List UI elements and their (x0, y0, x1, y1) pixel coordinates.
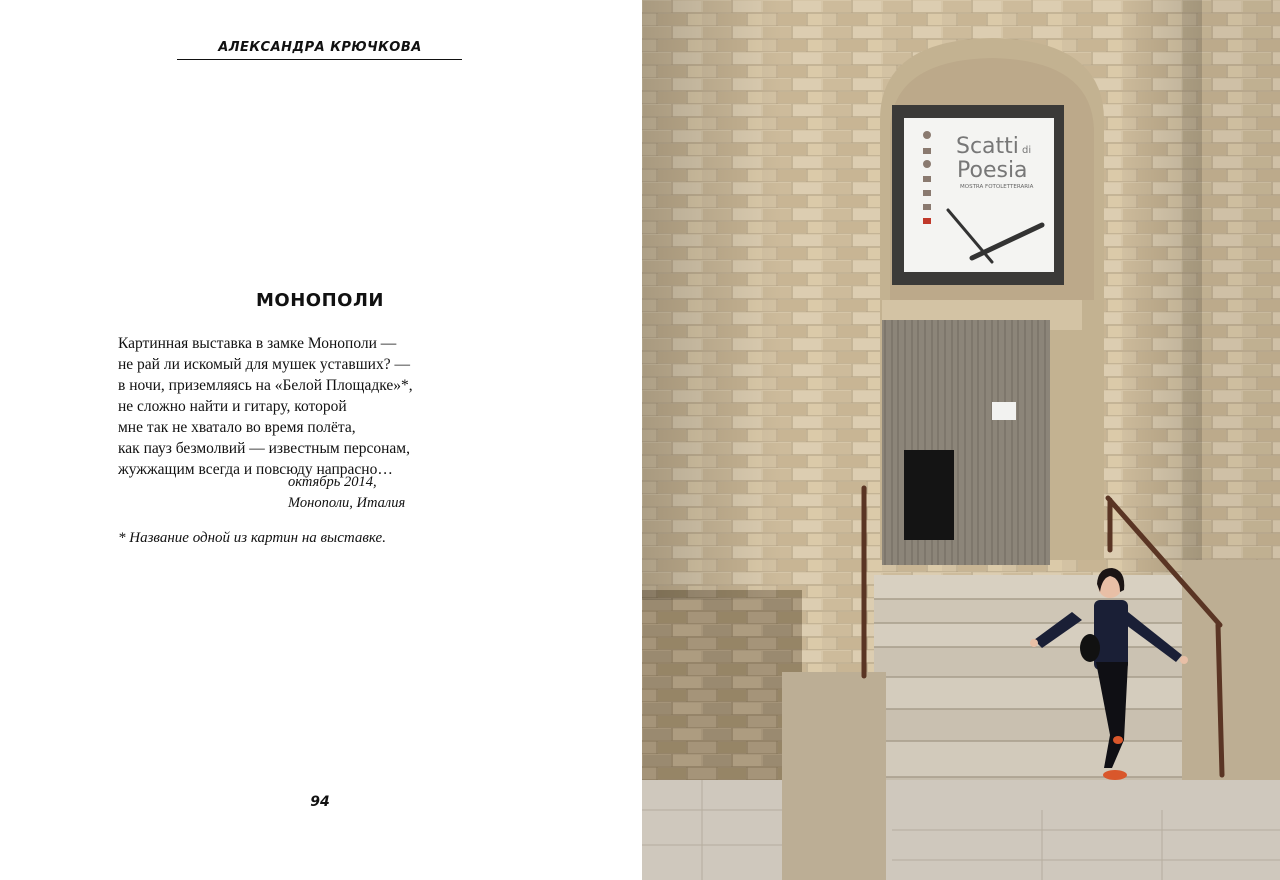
poem-line: не рай ли искомый для мушек уставших? — (118, 356, 410, 373)
poem (118, 333, 558, 480)
poem-line: мне так не хватало во время полёта, (118, 419, 356, 436)
header-rule (177, 59, 462, 60)
signature-place: Монополи, Италия (288, 495, 406, 511)
signature-date: октябрь 2014, (288, 474, 377, 490)
poster-title-scatti: Scatti (956, 134, 1019, 159)
poem-signature (288, 472, 488, 514)
running-header: АЛЕКСАНДРА КРЮЧКОВА (218, 40, 422, 55)
poem-title: МОНОПОЛИ (256, 290, 384, 311)
poem-line: в ночи, приземляясь на «Белой Площадке»*, (118, 377, 413, 394)
poster-subtitle: MOSTRA FOTOLETTERARIA (960, 184, 1034, 190)
page-number: 94 (310, 794, 330, 810)
poem-line: жужжащим всегда и повсюду напрасно… (118, 461, 393, 478)
poem-line: как пауз безмолвий — известным персонам, (118, 440, 410, 457)
poem-line: Картинная выставка в замке Монополи — (118, 335, 397, 352)
castle-photo-illustration (642, 0, 1280, 880)
footnote: * Название одной из картин на выставке. (118, 530, 386, 546)
castle-photo (642, 0, 1280, 880)
poster-title-di: di (1022, 145, 1032, 156)
poster-title-poesia: Poesia (957, 158, 1028, 183)
poem-line: не сложно найти и гитару, которой (118, 398, 347, 415)
